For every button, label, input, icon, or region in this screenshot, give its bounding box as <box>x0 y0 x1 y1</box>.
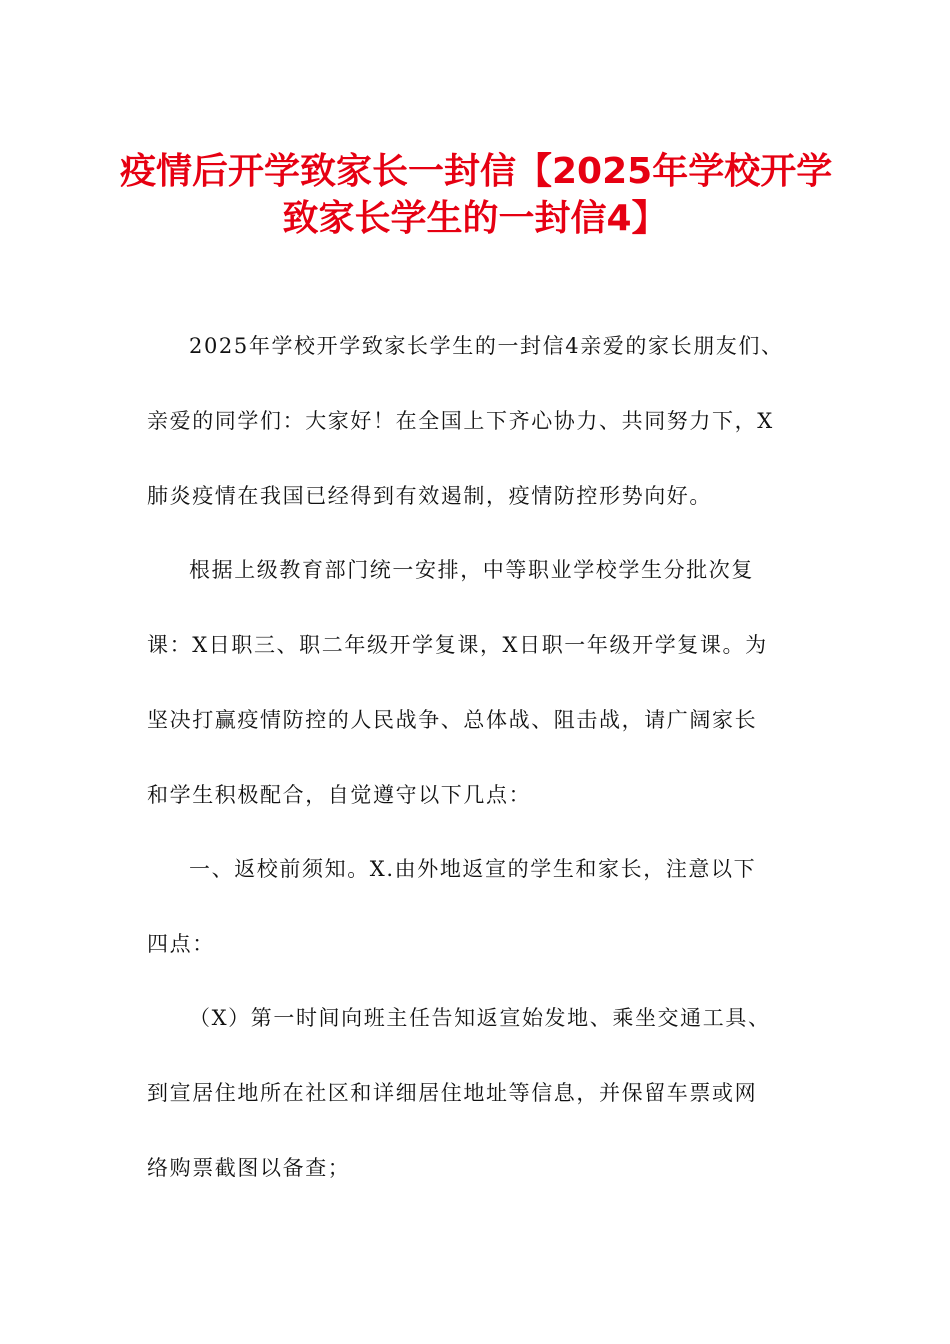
paragraph-arrangement <box>147 552 807 814</box>
paragraph-greeting <box>147 328 807 515</box>
paragraph-line: 课：X日职三、职二年级开学复课，X日职一年级开学复课。为 <box>147 633 768 657</box>
paragraph-line: 到宣居住地所在社区和详细居住地址等信息，并保留车票或网 <box>147 1081 758 1105</box>
title-line-1: 疫情后开学致家长一封信【2025年学校开学 <box>120 151 833 192</box>
paragraph-item-one <box>147 1000 807 1187</box>
title-line-2: 致家长学生的一封信4】 <box>282 198 668 239</box>
paragraph-line: 2025年学校开学致家长学生的一封信4亲爱的家长朋友们、 <box>189 334 784 358</box>
paragraph-line: 亲爱的同学们：大家好！在全国上下齐心协力、共同努力下，X <box>147 409 774 433</box>
paragraph-line: （X）第一时间向班主任告知返宣始发地、乘坐交通工具、 <box>189 1006 771 1030</box>
paragraph-line: 络购票截图以备查； <box>147 1156 351 1180</box>
paragraph-line: 肺炎疫情在我国已经得到有效遏制，疫情防控形势向好。 <box>147 484 712 508</box>
paragraph-line: 一、返校前须知。X.由外地返宣的学生和家长，注意以下 <box>189 857 757 881</box>
paragraph-line: 四点： <box>147 932 215 956</box>
document-title <box>120 148 833 242</box>
paragraph-line: 根据上级教育部门统一安排，中等职业学校学生分批次复 <box>189 558 754 582</box>
paragraph-section-one <box>147 851 807 963</box>
document-body <box>147 328 807 1224</box>
paragraph-line: 坚决打赢疫情防控的人民战争、总体战、阻击战，请广阔家长 <box>147 708 758 732</box>
paragraph-line: 和学生积极配合，自觉遵守以下几点： <box>147 783 532 807</box>
